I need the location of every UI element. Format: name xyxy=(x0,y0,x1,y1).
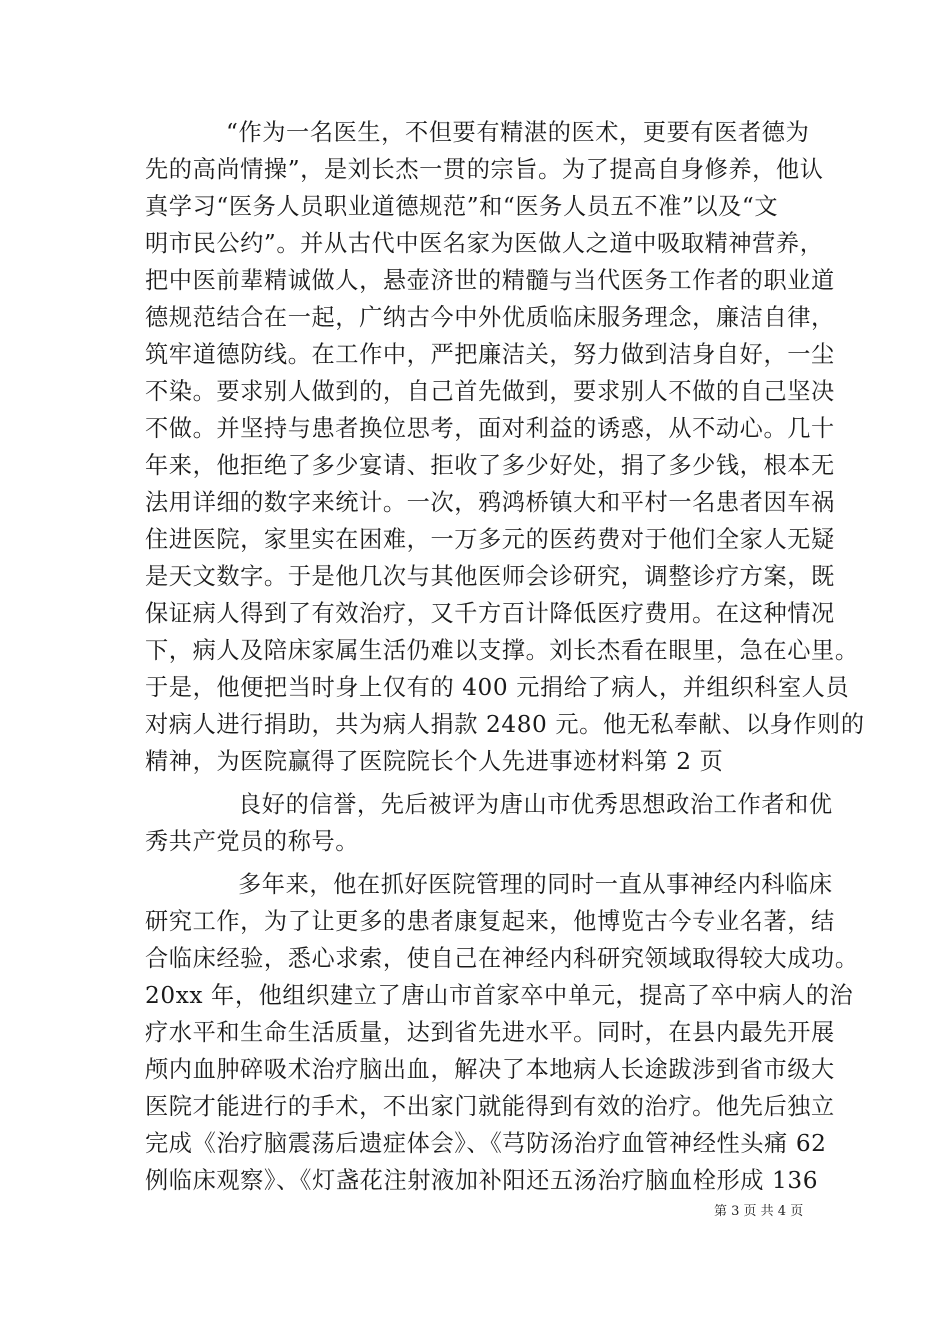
text-line: 保证病人得到了有效治疗，又千方百计降低医疗费用。在这种情况 xyxy=(145,600,835,627)
text-line: 年来，他拒绝了多少宴请、拒收了多少好处，捐了多少钱，根本无 xyxy=(145,452,835,479)
text-line: 德规范结合在一起，广纳古今中外优质临床服务理念，廉洁自律， xyxy=(145,304,835,331)
text-line: 秀共产党员的称号。 xyxy=(145,828,360,855)
text-line: 医院才能进行的手术，不出家门就能得到有效的治疗。他先后独立 xyxy=(145,1093,835,1120)
text-line: 把中医前辈精诚做人，悬壶济世的精髓与当代医务工作者的职业道 xyxy=(145,267,835,294)
text-line: 对病人进行捐助，共为病人捐款 2480 元。他无私奉献、以身作则的 xyxy=(145,711,865,738)
text-line: 精神，为医院赢得了医院院长个人先进事迹材料第 2 页 xyxy=(145,748,724,775)
text-line: 良好的信誉，先后被评为唐山市优秀思想政治工作者和优 xyxy=(238,791,833,818)
text-line: 20xx 年，他组织建立了唐山市首家卒中单元，提高了卒中病人的治 xyxy=(145,982,854,1009)
text-line: 颅内血肿碎吸术治疗脑出血，解决了本地病人长途跋涉到省市级大 xyxy=(145,1056,835,1083)
text-line: 住进医院，家里实在困难，一万多元的医药费对于他们全家人无疑 xyxy=(145,526,835,553)
page-number-footer: 第 3 页 共 4 页 xyxy=(714,1204,804,1219)
text-line: 下，病人及陪床家属生活仍难以支撑。刘长杰看在眼里，急在心里。 xyxy=(145,637,859,664)
text-line: 先的高尚情操”，是刘长杰一贯的宗旨。为了提高自身修养，他认 xyxy=(145,156,824,183)
text-line: 是天文数字。于是他几次与其他医师会诊研究，调整诊疗方案，既 xyxy=(145,563,835,590)
text-line: 完成《治疗脑震荡后遗症体会》、《芎防汤治疗血管神经性头痛 62 xyxy=(145,1130,827,1157)
text-line: 不染。要求别人做到的，自己首先做到，要求别人不做的自己坚决 xyxy=(145,378,835,405)
text-line: 研究工作，为了让更多的患者康复起来，他博览古今专业名著，结 xyxy=(145,908,835,935)
text-line: 疗水平和生命生活质量，达到省先进水平。同时，在县内最先开展 xyxy=(145,1019,835,1046)
text-line: 筑牢道德防线。在工作中，严把廉洁关，努力做到洁身自好，一尘 xyxy=(145,341,835,368)
text-line: 多年来，他在抓好医院管理的同时一直从事神经内科临床 xyxy=(238,871,833,898)
text-line: 于是，他便把当时身上仅有的 400 元捐给了病人，并组织科室人员 xyxy=(145,674,850,701)
text-line: 真学习“医务人员职业道德规范”和“医务人员五不准”以及“文 xyxy=(145,193,779,220)
text-line: 例临床观察》、《灯盏花注射液加补阳还五汤治疗脑血栓形成 136 xyxy=(145,1167,819,1194)
text-line: 不做。并坚持与患者换位思考，面对利益的诱惑，从不动心。几十 xyxy=(145,415,835,442)
text-line: 法用详细的数字来统计。一次，鸦鸿桥镇大和平村一名患者因车祸 xyxy=(145,489,835,516)
text-line: 合临床经验，悉心求索，使自己在神经内科研究领域取得较大成功。 xyxy=(145,945,859,972)
text-line: 明市民公约”。并从古代中医名家为医做人之道中吸取精神营养， xyxy=(145,230,824,257)
text-line: “作为一名医生，不但要有精湛的医术，更要有医者德为 xyxy=(226,119,810,146)
